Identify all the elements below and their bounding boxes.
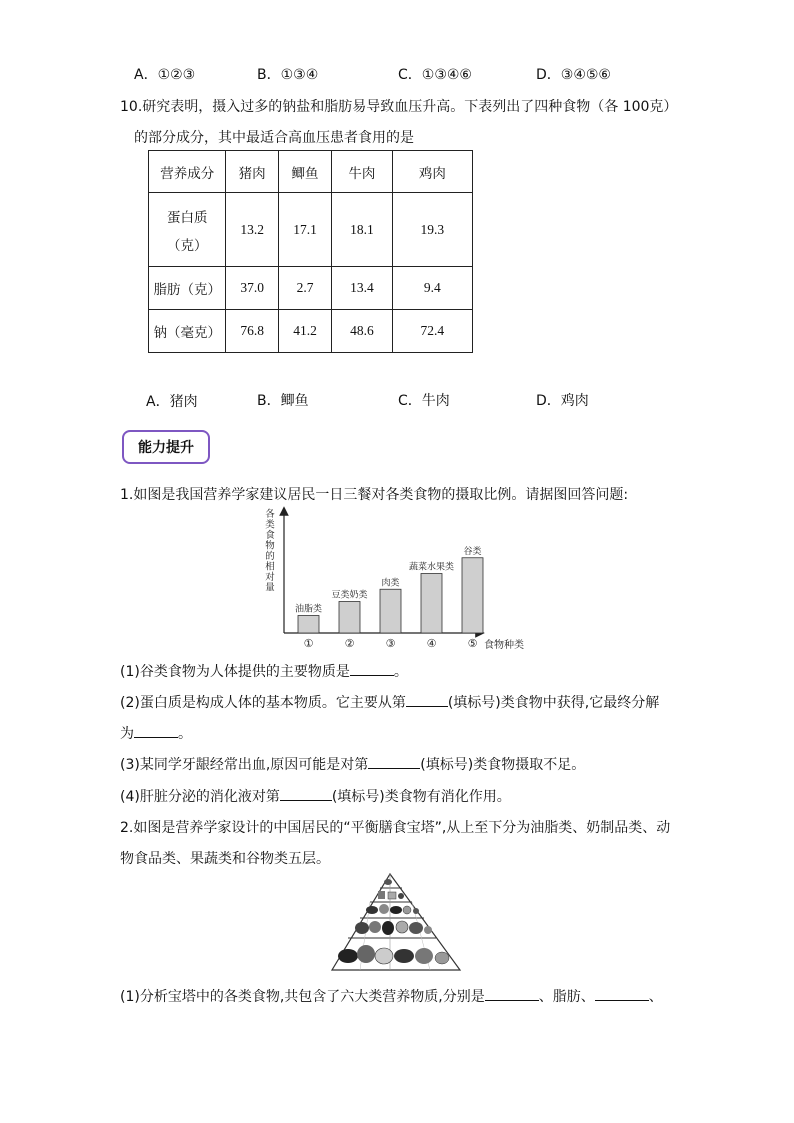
bar-label: 豆类奶类 [331,590,368,601]
q1-sub2-text-a: (2)蛋白质是构成人体的基本物质。它主要从第 [120,695,406,711]
q10-option-d: D．鸡肉 [536,393,589,409]
q1-sub2-line2 [120,723,192,743]
q1-sub2-end: 。 [178,726,192,742]
svg-text:类: 类 [265,519,275,531]
q2-sub1-text-c: 、 [648,989,663,1005]
table-cell: 2.7 [278,267,331,310]
q1-stem: 1.如图是我国营养学家建议居民一日三餐对各类食物的摄取比例。请据图回答问题: [120,487,629,503]
bar-label: 肉类 [381,578,400,589]
q10-option-a: A．猪肉 [146,394,198,410]
bar [380,589,401,633]
q1-sub4 [120,786,511,806]
q1-sub3-text-b: (填标号)类食物摄取不足。 [420,757,586,773]
svg-text:相: 相 [265,561,275,573]
q1-sub4-text-a: (4)肝脏分泌的消化液对第 [120,789,280,805]
q1-sub1-end: 。 [393,664,408,680]
svg-text:物: 物 [265,540,275,552]
table-row [149,310,473,353]
section-badge [122,430,210,464]
table-cell: 72.4 [392,310,472,353]
table-cell: 19.3 [392,193,472,267]
q1-sub1 [120,661,408,681]
table-cell: 13.2 [226,193,278,267]
answer-blank[interactable] [280,786,332,801]
table-cell: 37.0 [226,267,278,310]
answer-blank[interactable] [485,986,539,1001]
answer-blank[interactable] [134,723,178,738]
svg-text:各: 各 [265,509,275,520]
table-header: 鸡肉 [392,151,472,193]
q2-sub1-text-b: 、脂肪、 [538,989,595,1005]
row-label-line2: （克） [166,237,208,254]
food-intake-bar-chart [262,505,532,655]
nutrition-table [148,150,473,353]
table-cell: 13.4 [332,267,393,310]
table-cell: 18.1 [332,193,393,267]
table-row [149,267,473,310]
svg-text:的: 的 [265,551,275,562]
table-cell: 9.4 [392,267,472,310]
q1-sub2-line1 [120,692,659,712]
q9-option-d: D．③④⑤⑥ [536,67,611,83]
svg-text:量: 量 [265,582,275,594]
answer-blank[interactable] [368,754,420,769]
q2-sub1 [120,986,663,1006]
x-tick-label: ② [344,637,355,650]
q9-option-a: A．①②③ [134,67,196,83]
answer-blank[interactable] [406,692,448,707]
bar [462,558,483,633]
answer-blank[interactable] [595,986,649,1001]
bar-label: 蔬菜水果类 [408,562,455,573]
bar-label: 油脂类 [294,604,323,615]
svg-text:对: 对 [265,572,275,583]
y-axis-label [265,508,275,594]
table-row [149,193,473,267]
x-tick-label: ④ [426,637,437,650]
table-header: 营养成分 [149,151,226,193]
q10-stem-line1: 10.研究表明，摄入过多的钠盐和脂肪易导致血压升高。下表列出了四种食物（各 100克） [120,99,678,115]
q9-option-b: B．①③④ [257,67,319,83]
table-header: 牛肉 [332,151,393,193]
x-tick-label: ⑤ [467,637,478,650]
table-cell: 41.2 [278,310,331,353]
svg-text:食: 食 [265,530,275,541]
x-axis-label: 食物种类 [484,640,524,651]
q10-option-b: B．鲫鱼 [257,393,309,409]
table-row-label [149,193,226,267]
bar-label: 谷类 [463,546,482,557]
bar [421,574,442,634]
table-header-row [149,151,473,193]
q9-option-c: C．①③④⑥ [398,67,472,83]
q2-sub1-text-a: (1)分析宝塔中的各类食物,共包含了六大类营养物质,分别是 [120,989,485,1005]
answer-blank[interactable] [350,661,394,676]
bar [339,602,360,634]
q1-sub4-text-b: (填标号)类食物有消化作用。 [331,789,511,805]
food-pyramid-image [330,870,464,976]
bar [298,616,319,634]
q1-sub2-text-c: 为 [120,726,134,742]
q10-option-c: C．牛肉 [398,393,450,409]
table-header: 猪肉 [226,151,278,193]
table-cell: 17.1 [278,193,331,267]
q1-sub2-text-b: (填标号)类食物中获得,它最终分解 [447,695,660,711]
table-row-label: 脂肪（克） [149,267,226,310]
table-header: 鲫鱼 [278,151,331,193]
q1-sub3-text-a: (3)某同学牙龈经常出血,原因可能是对第 [120,757,369,773]
row-label-line1: 蛋白质 [166,209,208,226]
table-cell: 76.8 [226,310,278,353]
table-row-label: 钠（毫克） [149,310,226,353]
q2-stem-line2: 物食品类、果蔬类和谷物类五层。 [120,851,330,867]
table-cell: 48.6 [332,310,393,353]
q2-stem-line1: 2.如图是营养学家设计的中国居民的“平衡膳食宝塔”,从上至下分为油脂类、奶制品类、动 [120,820,671,836]
q1-sub1-text: (1)谷类食物为人体提供的主要物质是 [120,664,350,680]
x-tick-label: ③ [385,637,396,650]
q10-stem-line2: 的部分成分，其中最适合高血压患者食用的是 [134,130,414,146]
q1-sub3 [120,754,585,774]
x-tick-label: ① [303,637,314,650]
section-badge-label: 能力提升 [138,440,194,456]
